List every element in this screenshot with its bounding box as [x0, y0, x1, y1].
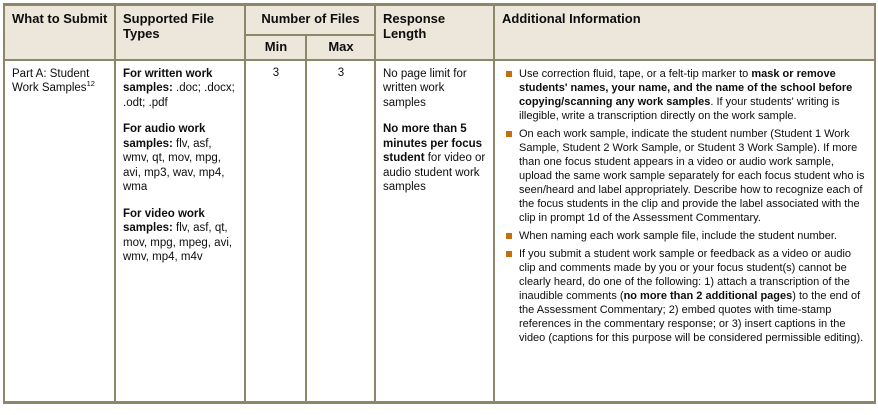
header-additional-information: Additional Information — [494, 5, 875, 60]
header-what-to-submit: What to Submit — [4, 5, 115, 60]
text-content: For written work samples: .doc; .docx; .odt; .pdf — [123, 67, 235, 109]
cell-response-length — [375, 60, 494, 403]
header-response-length: Response Length — [375, 5, 494, 60]
cell-additional-information — [494, 60, 875, 403]
response-length-paragraph — [383, 67, 487, 111]
cell-max-files: 3 — [306, 60, 375, 403]
text-content: If you submit a student work sample or feedback as a video or audio clip and comments made by you or your focus student(s) cannot be clearly heard, do one of the following: 1) attach a transcription of the inaudible comments (no more than 2 additional pages) to the end of the Assessment Commentary; 2) embed quotes with time-stamp references in the commentary response; or 3) insert captions in the video (captions for this purpose will be considered permissible editing). — [519, 247, 864, 344]
file-type-paragraph — [123, 122, 238, 195]
submission-requirements-table — [3, 3, 876, 404]
cell-what-to-submit — [4, 60, 115, 403]
table-row — [4, 60, 875, 403]
response-length-paragraph — [383, 122, 487, 195]
footnote-reference: 12 — [86, 79, 95, 89]
part-label: Part A: Student Work Samples — [12, 67, 90, 94]
text-content: For video work samples: flv, asf, qt, mov, mpg, mpeg, avi, wmv, mp4, m4v — [123, 207, 233, 263]
cell-min-files: 3 — [245, 60, 306, 403]
square-bullet-icon — [506, 233, 512, 239]
text-content: On each work sample, indicate the student number (Student 1 Work Sample, Student 2 Work Sample, or Student 3 Work Sample). If more than one focus student appears in a video or audio work sample, upload the same work sample separately for each focus student who is seen/heard and label appropriately. Describe how to recognize each of the focus students in the clip and provide the label associated with the clip in prompt 1d of the Assessment Commentary. — [519, 127, 865, 224]
additional-info-bullet — [500, 229, 868, 243]
cell-supported-file-types — [115, 60, 245, 403]
square-bullet-icon — [506, 71, 512, 77]
text-content: No more than 5 minutes per focus student for video or audio student work samples — [383, 123, 486, 193]
header-max: Max — [306, 35, 375, 60]
header-number-of-files: Number of Files — [245, 5, 375, 35]
file-type-paragraph — [123, 67, 238, 111]
square-bullet-icon — [506, 131, 512, 137]
additional-info-bullet — [500, 247, 868, 345]
file-type-paragraph — [123, 207, 238, 265]
text-content: For audio work samples: flv, asf, wmv, qt, mov, mpg, avi, mp3, wav, mp4, wma — [123, 123, 225, 193]
additional-info-bullet — [500, 127, 868, 225]
text-content: Use correction fluid, tape, or a felt-tip marker to mask or remove students' names, your name, and the name of the school before copying/scanning any work samples. If your students' writing is illegible, write a transcription directly on the work sample. — [519, 67, 853, 122]
square-bullet-icon — [506, 251, 512, 257]
header-min: Min — [245, 35, 306, 60]
text-content: When naming each work sample file, include the student number. — [519, 229, 837, 242]
additional-info-bullet — [500, 67, 868, 123]
header-supported-file-types: Supported File Types — [115, 5, 245, 60]
text-content: No page limit for written work samples — [383, 67, 467, 109]
